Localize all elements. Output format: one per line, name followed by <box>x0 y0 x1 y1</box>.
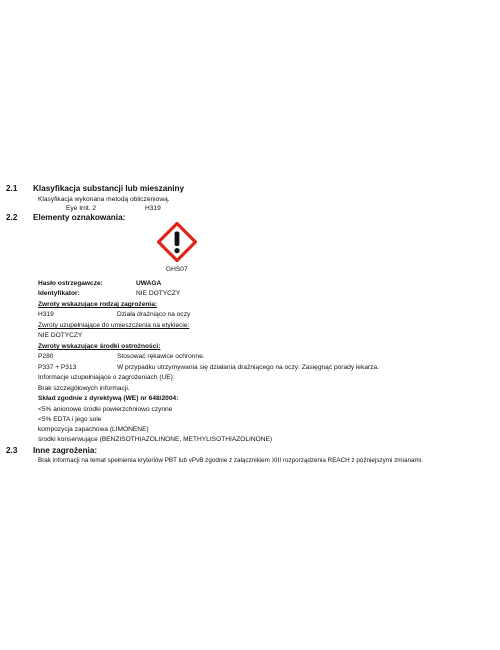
precautionary-text: Stosować rękawice ochronne. <box>117 353 205 360</box>
signal-word-value: UWAGA <box>136 280 162 287</box>
hazard-statements-heading: Zwroty wskazujące rodzaj zagrożenia: <box>38 301 158 308</box>
pictogram-label: GHS07 <box>166 266 188 273</box>
exclamation-mark-diamond-icon <box>157 222 197 262</box>
precautionary-text: W przypadku utrzymywania się działania drażniącego na oczy: Zasięgnąć porady lekarza. <box>117 364 380 371</box>
precautionary-heading: Zwroty wskazujące środki ostrożności: <box>38 343 161 350</box>
supplementary-value: NIE DOTYCZY <box>38 332 83 339</box>
section-title: Elementy oznakowania: <box>33 213 126 222</box>
composition-heading: Skład zgodnie z dyrektywą (WE) nr 648/2004: <box>38 395 179 402</box>
signal-word-label: Hasło ostrzegawcze: <box>38 280 103 287</box>
hazard-statement-text: Działa drażniąco na oczy <box>117 311 191 318</box>
ue-info-heading: Informacje uzupełniające o zagrożeniach (UE): <box>38 374 175 381</box>
composition-item: <5% EDTA i jego sole <box>38 416 102 423</box>
identifier-label: Identyfikator: <box>38 290 80 297</box>
composition-item: kompozycja zapachowa (LIMONENE) <box>38 426 149 433</box>
precautionary-code: P280 <box>38 353 54 360</box>
section-number: 2.1 <box>6 184 18 193</box>
composition-item: <5% anionowe środki powierzchniowo czynne <box>38 406 173 413</box>
ue-info-value: Brak szczegółowych informacji. <box>38 385 130 392</box>
hazard-class: Eye Irrit. 2 <box>66 205 97 212</box>
section-number: 2.2 <box>6 213 18 222</box>
classification-method: Klasyfikacja wykonana metodą obliczeniową. <box>38 196 170 203</box>
section-title: Klasyfikacja substancji lub mieszaniny <box>33 184 185 193</box>
section-number: 2.3 <box>6 446 18 455</box>
supplementary-heading: Zwroty uzupełniające do umieszczenia na etykiecie: <box>38 322 190 329</box>
hazard-statement-code: H319 <box>38 311 54 318</box>
identifier-value: NIE DOTYCZY <box>136 290 181 297</box>
composition-item: środki konserwujące (BENZISOTHIAZOLINONE, METHYLISOTHIAZOLINONE) <box>38 436 273 443</box>
precautionary-code: P337 + P313 <box>38 364 77 371</box>
other-hazards-text: Brak informacji na temat spełnienia kryteriów PBT lub vPvB zgodnie z załącznikiem XIII rozporządzenia REACH z późniejszymi zmianami. <box>38 457 423 464</box>
hazard-code: H319 <box>145 205 161 212</box>
section-title: Inne zagrożenia: <box>33 446 98 455</box>
